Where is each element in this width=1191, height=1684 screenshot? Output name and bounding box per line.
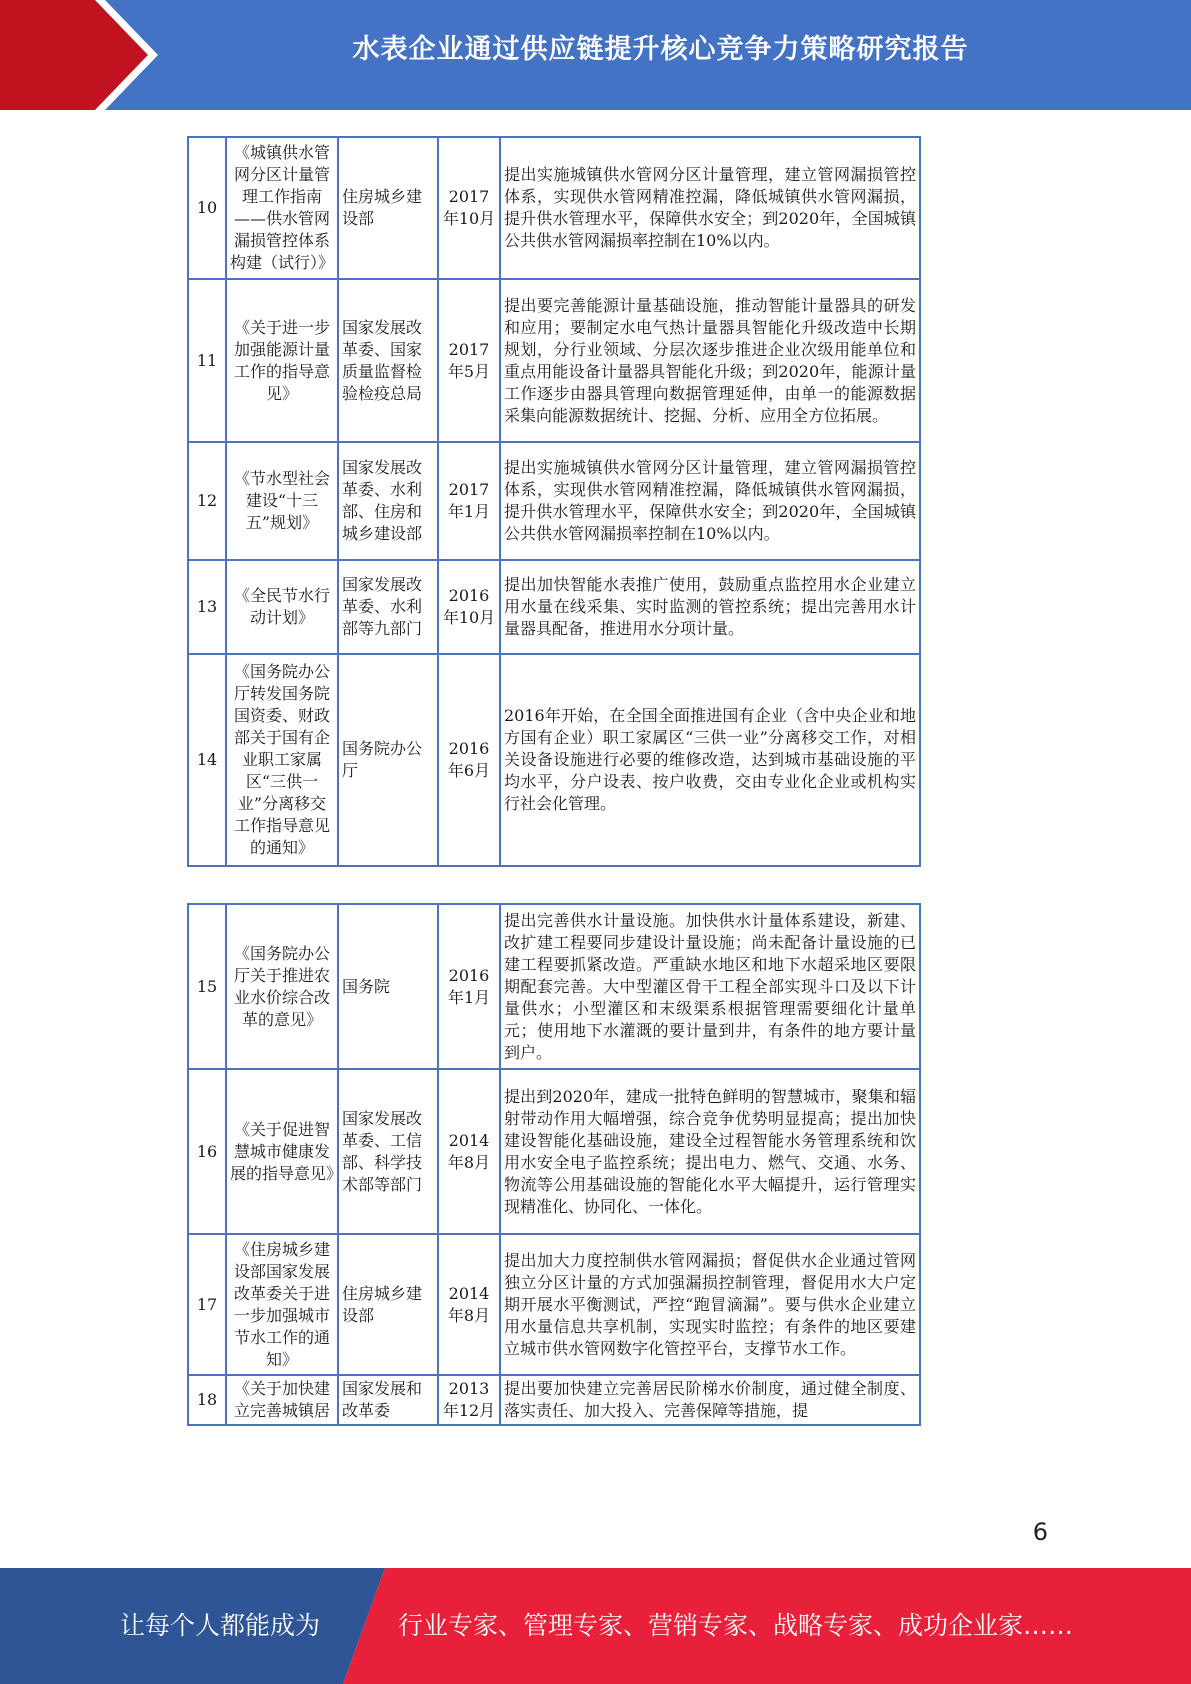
issue-date: 2014年8月 [438,1069,500,1234]
issuing-department: 住房城乡建设部 [338,1234,438,1375]
page-footer [0,1568,1191,1684]
row-number: 13 [188,560,226,654]
issuing-department: 国家发展改革委、水利部等九部门 [338,560,438,654]
policy-content: 提出加快智能水表推广使用，鼓励重点监控用水企业建立用水量在线采集、实时监测的管控系统；提出完善用水计量器具配备，推进用水分项计量。 [500,560,920,654]
policy-content: 提出完善供水计量设施。加快供水计量体系建设，新建、改扩建工程要同步建设计量设施；尚未配备计量设施的已建工程要抓紧改造。严重缺水地区和地下水超采地区要限期配套完善。大中型灌区骨干工程全部实现斗口及以下计量供水；小型灌区和末级渠系根据管理需要细化计量单元；使用地下水灌溉的要计量到井，有条件的地方要计量到户。 [500,904,920,1069]
table-row [188,137,920,279]
table-row [188,279,920,442]
policy-name: 《节水型社会建设“十三五”规划》 [226,442,338,560]
issue-date: 2017年10月 [438,137,500,279]
issuing-department: 国家发展改革委、工信部、科学技术部等部门 [338,1069,438,1234]
issue-date: 2013年12月 [438,1375,500,1425]
policy-name: 《全民节水行动计划》 [226,560,338,654]
issuing-department: 住房城乡建设部 [338,137,438,279]
policy-table-2 [187,903,921,1426]
policy-content: 提出到2020年，建成一批特色鲜明的智慧城市，聚集和辐射带动作用大幅增强，综合竞争优势明显提高；提出加快建设智能化基础设施，建设全过程智能水务管理系统和饮用水安全电子监控系统；提出电力、燃气、交通、水务、物流等公用基础设施的智能化水平大幅提升，运行管理实现精准化、协同化、一体化。 [500,1069,920,1234]
policy-name: 《关于促进智慧城市健康发展的指导意见》 [226,1069,338,1234]
row-number: 17 [188,1234,226,1375]
footer-slogan-right: 行业专家、管理专家、营销专家、战略专家、成功企业家…… [398,1611,1074,1640]
policy-name: 《关于加快建立完善城镇居 [226,1375,338,1425]
policy-content: 提出要完善能源计量基础设施，推动智能计量器具的研发和应用；要制定水电气热计量器具智能化升级改造中长期规划，分行业领域、分层次逐步推进企业次级用能单位和重点用能设备计量器具智能化升级；到2020年，能源计量工作逐步由器具管理向数据管理延伸，由单一的能源数据采集向能源数据统计、挖掘、分析、应用全方位拓展。 [500,279,920,442]
policy-name: 《城镇供水管网分区计量管理工作指南——供水管网漏损管控体系构建（试行）》 [226,137,338,279]
policy-content: 提出实施城镇供水管网分区计量管理，建立管网漏损管控体系，实现供水管网精准控漏，降低城镇供水管网漏损，提升供水管理水平，保障供水安全；到2020年，全国城镇公共供水管网漏损率控制在10%以内。 [500,137,920,279]
table-row [188,904,920,1069]
policy-content: 提出加大力度控制供水管网漏损；督促供水企业通过管网独立分区计量的方式加强漏损控制管理，督促用水大户定期开展水平衡测试，严控“跑冒滴漏”。要与供水企业建立用水量信息共享机制，实现实时监控；有条件的地区要建立城市供水管网数字化管控平台，支撑节水工作。 [500,1234,920,1375]
policy-name: 《关于进一步加强能源计量工作的指导意见》 [226,279,338,442]
row-number: 16 [188,1069,226,1234]
issue-date: 2016年10月 [438,560,500,654]
table-row [188,442,920,560]
policy-name: 《住房城乡建设部国家发展改革委关于进一步加强城市节水工作的通知》 [226,1234,338,1375]
policy-content: 提出实施城镇供水管网分区计量管理，建立管网漏损管控体系，实现供水管网精准控漏，降低城镇供水管网漏损，提升供水管理水平，保障供水安全；到2020年，全国城镇公共供水管网漏损率控制在10%以内。 [500,442,920,560]
policy-name: 《国务院办公厅转发国务院国资委、财政部关于国有企业职工家属区“三供一业”分离移交工作指导意见的通知》 [226,654,338,866]
issue-date: 2016年6月 [438,654,500,866]
table-row [188,1069,920,1234]
row-number: 15 [188,904,226,1069]
issuing-department: 国家发展和改革委 [338,1375,438,1425]
row-number: 11 [188,279,226,442]
policy-content: 2016年开始，在全国全面推进国有企业（含中央企业和地方国有企业）职工家属区“三供一业”分离移交工作，对相关设备设施进行必要的维修改造，达到城市基础设施的平均水平，分户设表、按户收费，交由专业化企业或机构实行社会化管理。 [500,654,920,866]
page-header [0,0,1191,110]
footer-slogan-left: 让每个人都能成为 [120,1611,321,1640]
issue-date: 2017年1月 [438,442,500,560]
header-arrow-decoration [0,0,160,110]
page-number: 6 [1032,1518,1048,1546]
issue-date: 2014年8月 [438,1234,500,1375]
row-number: 18 [188,1375,226,1425]
row-number: 12 [188,442,226,560]
row-number: 14 [188,654,226,866]
issuing-department: 国家发展改革委、国家质量监督检验检疫总局 [338,279,438,442]
issue-date: 2016年1月 [438,904,500,1069]
table-row [188,1375,920,1425]
issuing-department: 国务院办公厅 [338,654,438,866]
issuing-department: 国务院 [338,904,438,1069]
table-row [188,1234,920,1375]
table-row [188,560,920,654]
table-row [188,654,920,866]
policy-content: 提出要加快建立完善居民阶梯水价制度，通过健全制度、落实责任、加大投入、完善保障等措施，提 [500,1375,920,1425]
issue-date: 2017年5月 [438,279,500,442]
issuing-department: 国家发展改革委、水利部、住房和城乡建设部 [338,442,438,560]
row-number: 10 [188,137,226,279]
document-title: 水表企业通过供应链提升核心竞争力策略研究报告 [352,34,969,65]
policy-table-1 [187,136,921,867]
policy-name: 《国务院办公厅关于推进农业水价综合改革的意见》 [226,904,338,1069]
